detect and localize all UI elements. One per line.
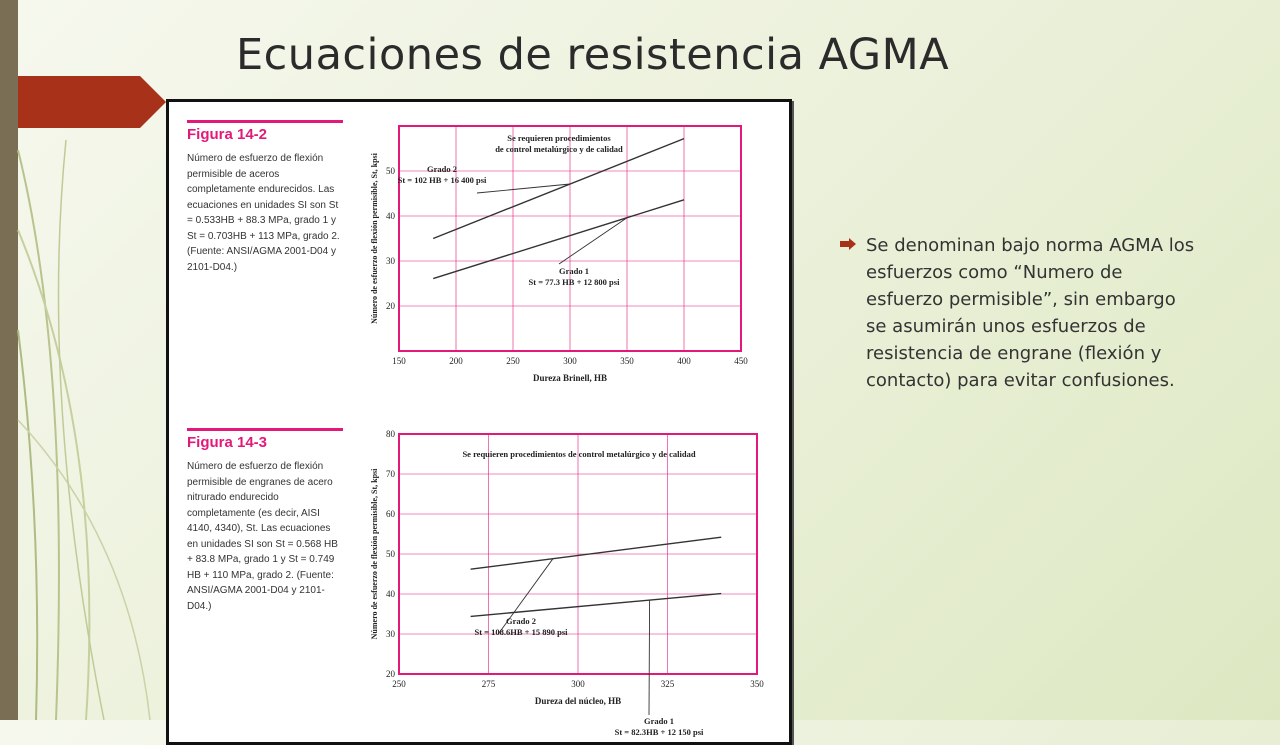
chart2-xtick-label: 350 xyxy=(750,679,764,689)
chart2-annotation-text: St = 108.6HB + 15 890 psi xyxy=(474,627,568,637)
chart2-title-line: Se requieren procedimientos de control metalúrgico y de calidad xyxy=(462,449,696,459)
chart2-xtick-label: 300 xyxy=(571,679,585,689)
chart2-ytick-label: 20 xyxy=(386,669,395,679)
chart2-series-line-grado-2 xyxy=(471,537,722,569)
figure-14-3-caption: Número de esfuerzo de flexión permisible de engranes de acero nitrurado endurecido completamente (es decir, AISI 4140, 4340), St. Las ecuaciones en unidades SI son St = 0.568 HB + 83.8 MPa, grado 1 y St = 0.749 HB + 110 MPa, grado 2. (Fuente: ANSI/AGMA 2001-D04 y 2101-D04.) xyxy=(187,461,338,612)
chart1-xtick-label: 250 xyxy=(506,356,520,366)
chart2-annotation-text: St = 82.3HB + 12 150 psi xyxy=(614,727,704,737)
chart1-ytick-label: 30 xyxy=(386,256,395,266)
figure-14-2-caption: Número de esfuerzo de flexión permisible de aceros completamente endurecidos. Las ecuaciones en unidades SI son St = 0.533HB + 88.3 MPa, grado 1 y St = 0.703HB + 113 MPa, grado 2. (Fuente: ANSI/AGMA 2001-D04 y 2101-D04.) xyxy=(187,153,340,273)
chart2-ytick-label: 40 xyxy=(386,589,395,599)
bullet-point xyxy=(840,232,1200,394)
chart1-annotation-text: St = 77.3 HB + 12 800 psi xyxy=(528,277,620,287)
figure-14-3-label xyxy=(187,428,343,614)
figure-14-3-heading: Figura 14-3 xyxy=(187,434,268,451)
chart2-xtick-label: 250 xyxy=(392,679,406,689)
slide-title: Ecuaciones de resistencia AGMA xyxy=(236,30,950,80)
chart2-ytick-label: 60 xyxy=(386,509,395,519)
chart1-annotation-text: Grado 1 xyxy=(559,266,589,276)
chart1-annotation-text: Grado 2 xyxy=(427,164,457,174)
title-accent-tab xyxy=(18,76,166,128)
chart2-xlabel: Dureza del núcleo, HB xyxy=(534,696,622,706)
chart1-title-line: de control metalúrgico y de calidad xyxy=(495,144,623,154)
chart1-ylabel: Número de esfuerzo de flexión permisible, St, kpsi xyxy=(370,153,379,324)
bullet-text: Se denominan bajo norma AGMA los esfuerzos como “Numero de esfuerzo permisible”, sin embargo se asumirán unos esfuerzos de resistencia de engrane (flexión y contacto) para evitar confusiones. xyxy=(866,235,1195,391)
chart2-series-line-grado-1 xyxy=(471,594,722,617)
chart1-ytick-label: 40 xyxy=(386,211,395,221)
figure-14-3-chart xyxy=(359,424,769,737)
chart1-annotation-leader xyxy=(477,184,570,193)
chart2-ytick-label: 70 xyxy=(386,469,395,479)
chart1-ytick-label: 20 xyxy=(386,301,395,311)
chart1-xtick-label: 150 xyxy=(392,356,406,366)
chart1-xlabel: Dureza Brinell, HB xyxy=(532,373,608,383)
chart1-annotation-text: St = 102 HB + 16 400 psi xyxy=(397,175,487,185)
chart2-annotation-text: Grado 1 xyxy=(644,716,674,726)
figure-image-frame xyxy=(166,99,792,745)
arrow-right-icon xyxy=(840,238,856,250)
chart2-xtick-label: 275 xyxy=(481,679,496,689)
chart2-ytick-label: 50 xyxy=(386,549,395,559)
figure-14-2-heading: Figura 14-2 xyxy=(187,126,268,143)
chart1-xtick-label: 400 xyxy=(677,356,691,366)
chart2-ylabel: Número de esfuerzo de flexión permisible, St, kpsi xyxy=(370,468,379,640)
chart2-xtick-label: 325 xyxy=(660,679,675,689)
chart1-ytick-label: 50 xyxy=(386,166,395,176)
chart1-annotation-leader xyxy=(559,218,627,264)
chart2-ytick-label: 30 xyxy=(386,629,395,639)
chart1-xtick-label: 350 xyxy=(620,356,634,366)
figure-14-2-label xyxy=(187,120,343,275)
figure-14-2-chart xyxy=(359,116,759,388)
chart1-xtick-label: 300 xyxy=(563,356,577,366)
chart1-xtick-label: 450 xyxy=(734,356,748,366)
chart1-xtick-label: 200 xyxy=(449,356,463,366)
chart2-ytick-label: 80 xyxy=(386,429,395,439)
chart2-annotation-leader xyxy=(649,600,650,715)
chart1-title-line: Se requieren procedimientos xyxy=(507,133,611,143)
chart2-annotation-text: Grado 2 xyxy=(506,616,536,626)
